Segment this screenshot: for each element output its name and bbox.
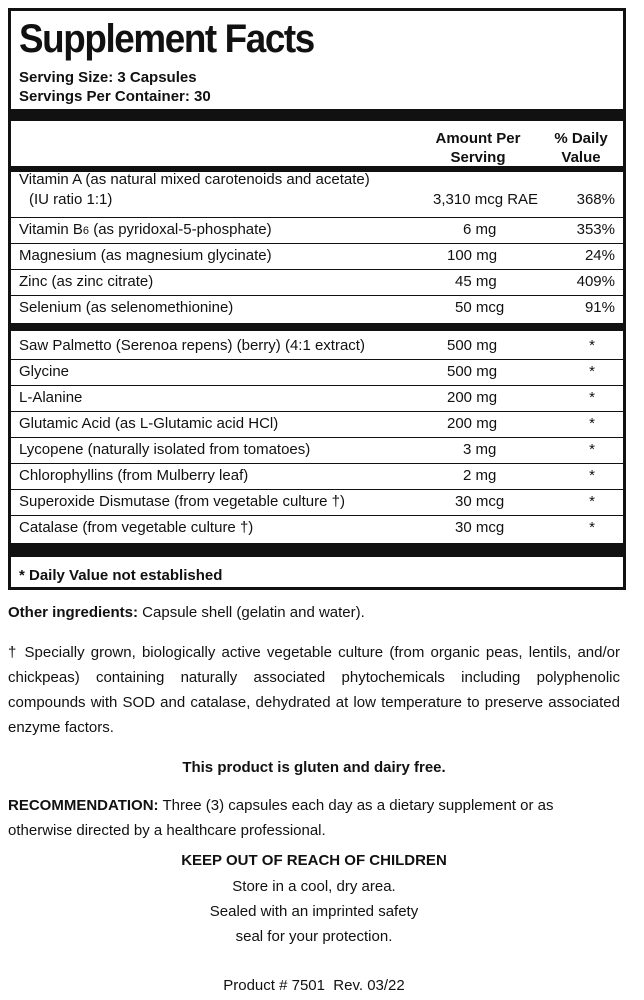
children-warning: KEEP OUT OF REACH OF CHILDREN bbox=[181, 852, 447, 869]
ingredient-name: Catalase (from vegetable culture †) bbox=[19, 519, 254, 536]
recommendation-label: RECOMMENDATION: bbox=[8, 797, 159, 814]
panel-title: Supplement Facts bbox=[19, 17, 314, 61]
ingredient-name: Glycine bbox=[19, 363, 70, 380]
ingredient-name: Glutamic Acid (as L-Glutamic acid HCl) bbox=[19, 415, 279, 432]
nutrient-amount: 50 mcg bbox=[455, 299, 505, 316]
row-divider bbox=[11, 489, 623, 490]
nutrient-amount: 45 mg bbox=[455, 273, 497, 290]
nutrient-name: Magnesium (as magnesium glycinate) bbox=[19, 247, 272, 264]
section-bar bbox=[11, 323, 623, 331]
other-ingredients-label: Other ingredients: bbox=[8, 604, 139, 621]
nutrient-name: Selenium (as selenomethionine) bbox=[19, 299, 234, 316]
ingredient-amount: 3 mg bbox=[463, 441, 497, 458]
ingredient-name: Chlorophyllins (from Mulberry leaf) bbox=[19, 467, 249, 484]
ingredient-amount: 500 mg bbox=[447, 363, 498, 380]
row-divider bbox=[11, 385, 623, 386]
row-divider bbox=[11, 515, 623, 516]
other-ingredients-text: Capsule shell (gelatin and water). bbox=[138, 604, 365, 621]
supplement-facts-panel bbox=[8, 8, 626, 590]
nutrient-name: Zinc (as zinc citrate) bbox=[19, 273, 154, 290]
ingredient-dv: * bbox=[589, 363, 595, 380]
nutrient-amount: 100 mg bbox=[447, 247, 498, 264]
ingredient-amount: 200 mg bbox=[447, 389, 498, 406]
product-number: Product # 7501 Rev. 03/22 bbox=[223, 977, 405, 994]
ingredient-amount: 2 mg bbox=[463, 467, 497, 484]
dv-header-line1: % Daily bbox=[554, 130, 608, 147]
dagger-note: † Specially grown, biologically active vegetable culture (from organic peas, lentils, and/or chickpeas) containing naturally associated phytochemicals including polyphenolic compounds with SOD and catalase, dehydrated at low temperature to preserve associated enzyme factors. bbox=[8, 644, 620, 736]
gluten-dairy-note: This product is gluten and dairy free. bbox=[182, 759, 446, 776]
nutrient-dv: 368% bbox=[576, 191, 615, 208]
serving-size: Serving Size: 3 Capsules bbox=[19, 69, 197, 86]
amount-header-line2: Serving bbox=[450, 149, 506, 166]
row-divider bbox=[11, 269, 623, 270]
row-divider bbox=[11, 295, 623, 296]
nutrient-name: Vitamin A (as natural mixed carotenoids and acetate) bbox=[19, 171, 370, 188]
ingredient-amount: 200 mg bbox=[447, 415, 498, 432]
header-bar bbox=[11, 109, 623, 121]
row-divider bbox=[11, 243, 623, 244]
nutrient-dv: 91% bbox=[584, 299, 615, 316]
ingredient-dv: * bbox=[589, 441, 595, 458]
daily-value-header bbox=[541, 129, 621, 167]
ingredient-dv: * bbox=[589, 389, 595, 406]
amount-header-line1: Amount Per bbox=[435, 130, 521, 147]
row-divider bbox=[11, 359, 623, 360]
ingredient-amount: 500 mg bbox=[447, 337, 498, 354]
ingredient-name: Lycopene (naturally isolated from tomatoes) bbox=[19, 441, 311, 458]
daily-value-footnote: * Daily Value not established bbox=[19, 567, 223, 584]
other-ingredients bbox=[8, 600, 620, 625]
nutrient-name-cont: (IU ratio 1:1) bbox=[29, 191, 113, 208]
nutrient-dv: 353% bbox=[576, 221, 615, 238]
storage-line-3: seal for your protection. bbox=[235, 928, 393, 945]
recommendation bbox=[8, 793, 620, 843]
recommendation-text: Three (3) capsules each day as a dietary supplement or as otherwise directed by a healthcare professional. bbox=[8, 797, 554, 839]
nutrient-name: Vitamin B6 (as pyridoxal-5-phosphate) bbox=[19, 221, 272, 238]
ingredient-dv: * bbox=[589, 519, 595, 536]
row-divider bbox=[11, 217, 623, 218]
storage-line-2: Sealed with an imprinted safety bbox=[209, 903, 419, 920]
ingredient-name: L-Alanine bbox=[19, 389, 83, 406]
ingredient-dv: * bbox=[589, 493, 595, 510]
nutrient-amount: 3,310 mcg RAE bbox=[433, 191, 539, 208]
ingredient-dv: * bbox=[589, 337, 595, 354]
row-divider bbox=[11, 463, 623, 464]
dv-header-line2: Value bbox=[561, 149, 601, 166]
nutrient-dv: 24% bbox=[584, 247, 615, 264]
ingredient-amount: 30 mcg bbox=[455, 493, 505, 510]
ingredient-dv: * bbox=[589, 415, 595, 432]
row-divider bbox=[11, 411, 623, 412]
row-divider bbox=[11, 437, 623, 438]
footer-bar bbox=[11, 543, 623, 557]
amount-per-serving-header bbox=[423, 129, 533, 167]
ingredient-amount: 30 mcg bbox=[455, 519, 505, 536]
ingredient-name: Saw Palmetto (Serenoa repens) (berry) (4:1 extract) bbox=[19, 337, 365, 354]
storage-line-1: Store in a cool, dry area. bbox=[232, 878, 396, 895]
ingredient-name: Superoxide Dismutase (from vegetable culture †) bbox=[19, 493, 345, 510]
ingredient-dv: * bbox=[589, 467, 595, 484]
nutrient-amount: 6 mg bbox=[463, 221, 497, 238]
servings-per-container: Servings Per Container: 30 bbox=[19, 88, 211, 105]
nutrient-dv: 409% bbox=[576, 273, 615, 290]
